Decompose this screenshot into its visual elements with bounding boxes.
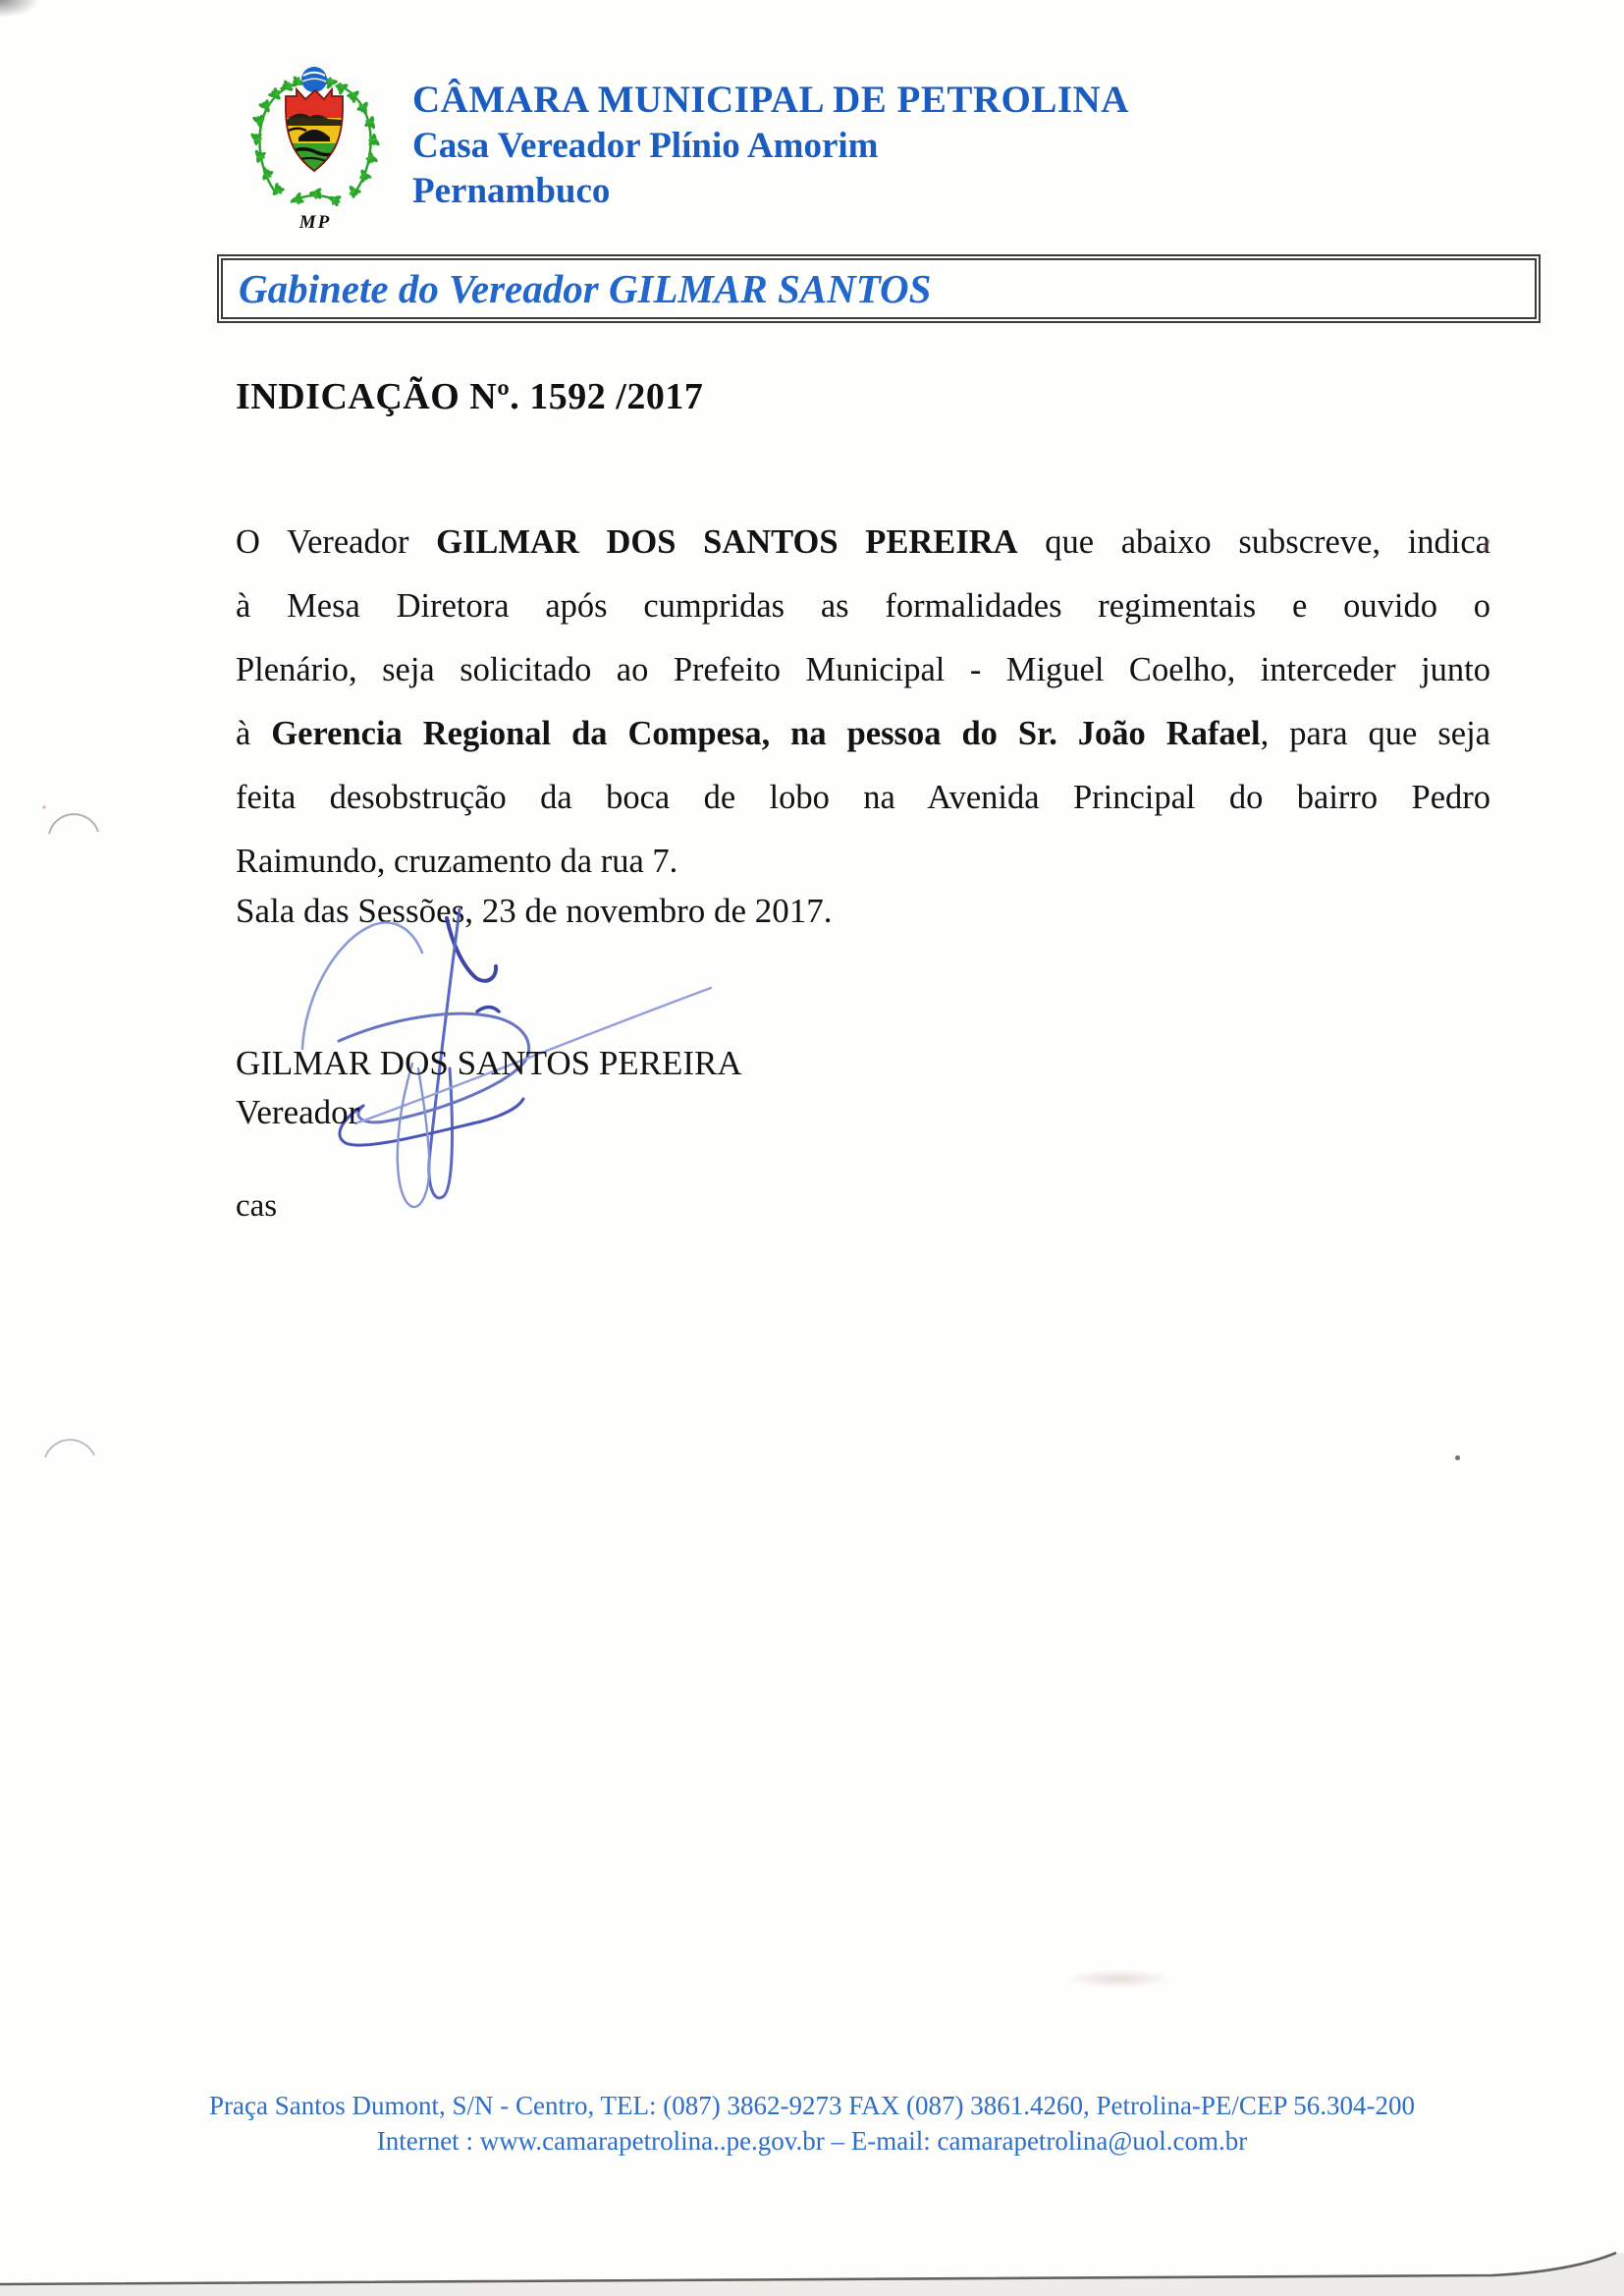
scan-artifact-arc: [39, 1422, 108, 1461]
body-line: à Gerencia Regional da Compesa, na pessoa do Sr. João Rafael, para que seja: [236, 715, 1490, 752]
org-subtitle: Casa Vereador Plínio Amorim: [412, 126, 879, 166]
letterhead: [412, 77, 1129, 214]
footer-contacts: Internet : www.camarapetrolina..pe.gov.br – E-mail: camarapetrolina@uol.com.br: [376, 2126, 1248, 2156]
scan-artifact-dot: [1455, 1455, 1460, 1460]
body-line: à Mesa Diretora após cumpridas as formalidades regimentais e ouvido o: [236, 587, 1490, 625]
scan-artifact-smudge: [1065, 1969, 1173, 1989]
body-line: Plenário, seja solicitado ao Prefeito Municipal - Miguel Coelho, interceder junto: [236, 651, 1490, 688]
footer: [0, 2088, 1624, 2159]
signer-block: [236, 1039, 742, 1137]
body-line: Raimundo, cruzamento da rua 7.: [236, 843, 678, 880]
page-edge: [0, 2241, 1624, 2296]
typist-initials: cas: [236, 1188, 278, 1224]
body-line: feita desobstrução da boca de lobo na Avenida Principal do bairro Pedro: [236, 779, 1490, 816]
footer-address: Praça Santos Dumont, S/N - Centro, TEL: (087) 3862-9273 FAX (087) 3861.4260, Petrolina-PE/CEP 56.304-200: [209, 2091, 1415, 2120]
org-title: CÂMARA MUNICIPAL DE PETROLINA: [412, 79, 1129, 121]
office-banner-box: [217, 254, 1541, 323]
document-title: INDICAÇÃO Nº. 1592 /2017: [236, 376, 704, 417]
signer-role: Vereador: [236, 1093, 360, 1131]
org-state: Pernambuco: [412, 171, 611, 211]
body-paragraph: [236, 511, 1490, 894]
scan-artifact-corner: [0, 0, 39, 18]
body-line: O Vereador GILMAR DOS SANTOS PEREIRA que abaixo subscreve, indica: [236, 523, 1490, 561]
office-banner-text: Gabinete do Vereador GILMAR SANTOS: [239, 266, 932, 311]
dateline: Sala das Sessões, 23 de novembro de 2017.: [236, 892, 833, 930]
coat-of-arms-icon: [240, 63, 391, 240]
scan-artifact-arc: [41, 800, 110, 840]
logo-monogram: MP: [298, 212, 332, 233]
signer-name: GILMAR DOS SANTOS PEREIRA: [236, 1044, 742, 1082]
